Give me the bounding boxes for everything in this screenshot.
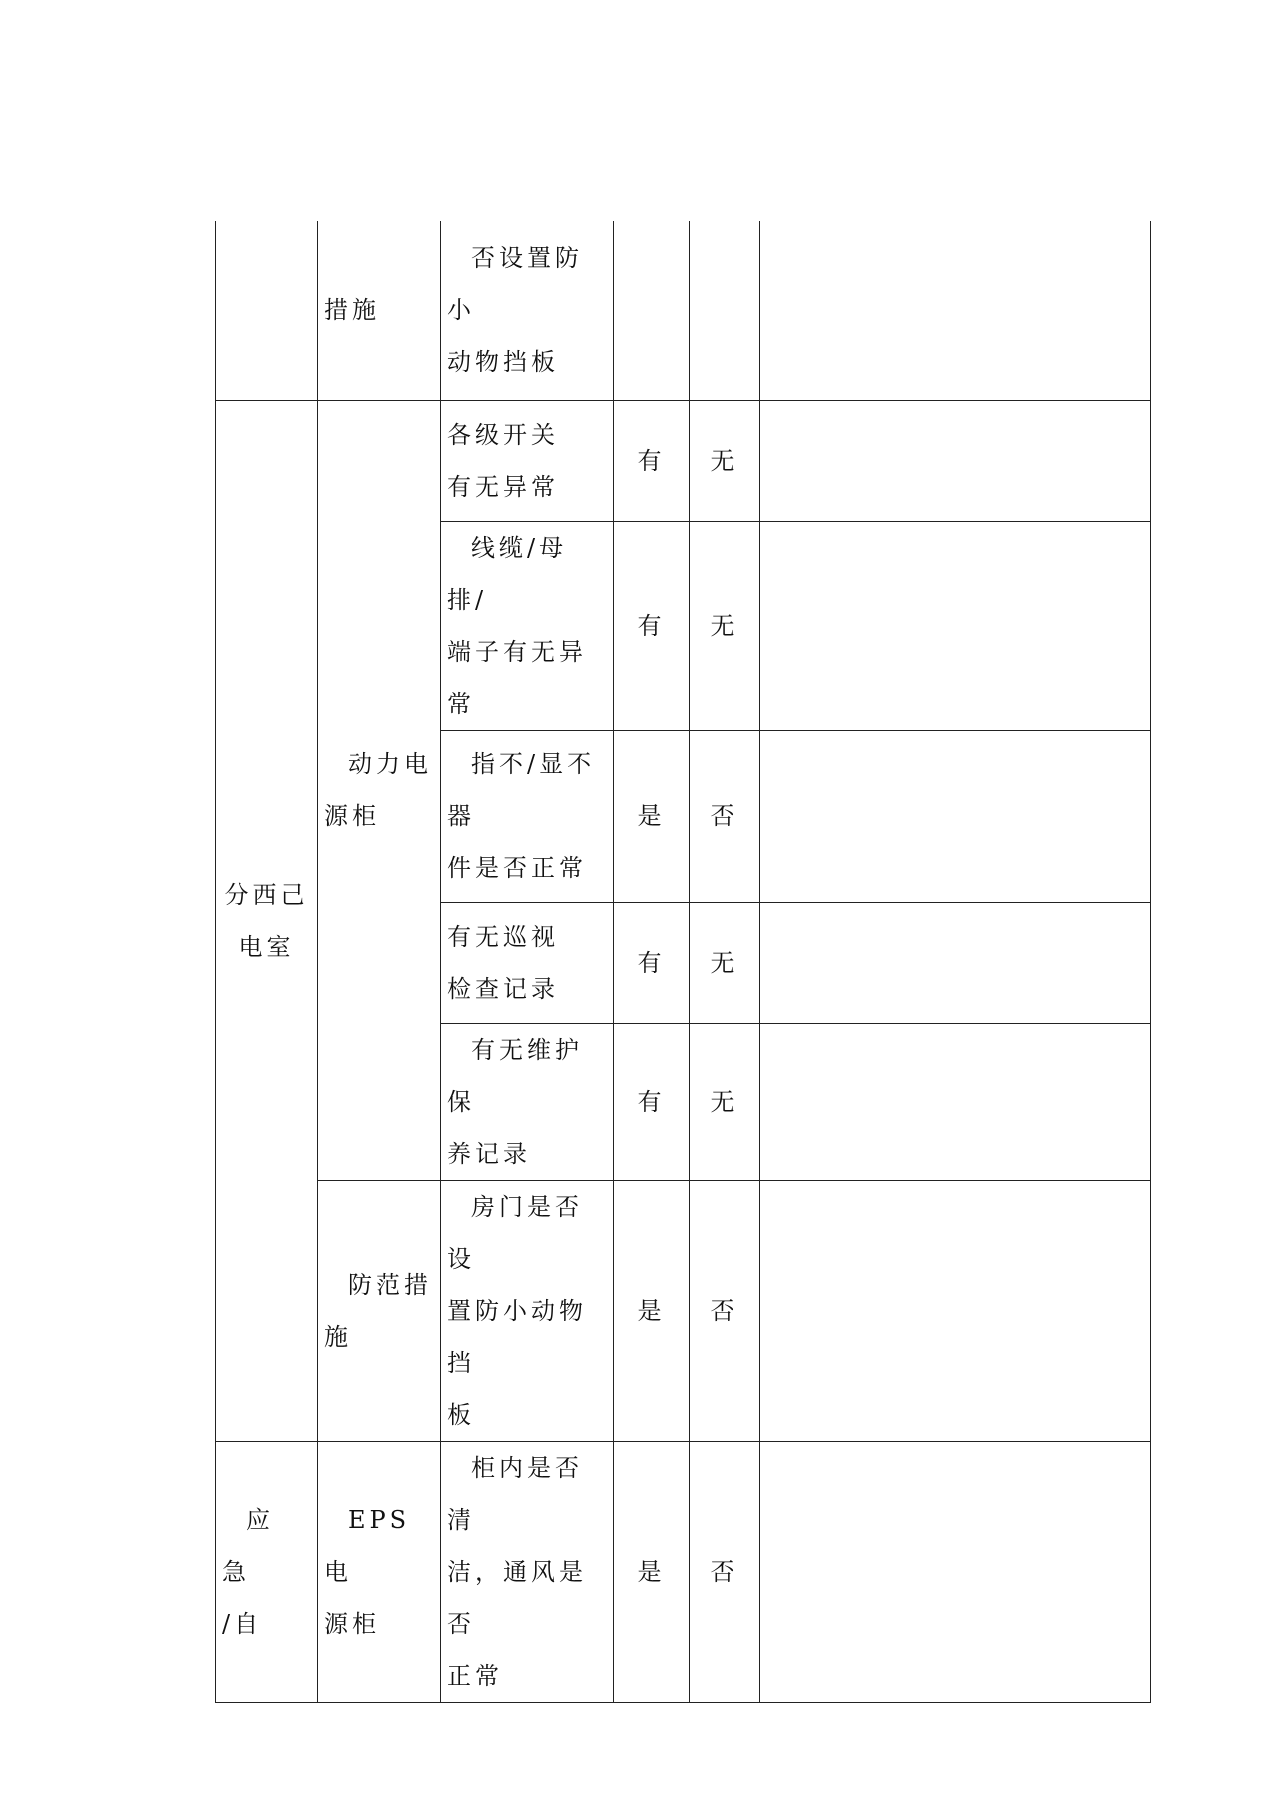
category-label: 措施 (324, 296, 380, 325)
item-cell (441, 902, 614, 1023)
item-text-line: 房门是否设 (447, 1192, 583, 1273)
area-label-line: 电室 (238, 932, 295, 961)
area-cell (216, 400, 318, 1441)
option-b-cell: 否 (690, 1180, 760, 1441)
item-cell (441, 521, 614, 730)
option-b-cell: 否 (690, 1441, 760, 1702)
remarks-cell (760, 1023, 1151, 1180)
option-b-cell: 无 (690, 1023, 760, 1180)
option-a-cell: 是 (614, 730, 690, 902)
item-cell (441, 730, 614, 902)
table-row (216, 400, 1151, 521)
area-cell (216, 1441, 318, 1702)
equipment-cell (318, 1441, 441, 1702)
area-label-line: 应 急 (222, 1505, 302, 1586)
item-text-line: 有无巡视 (447, 922, 559, 951)
remarks-cell (760, 730, 1151, 902)
item-text-line: 板 (447, 1400, 475, 1429)
equipment-label-line: 防范措 (348, 1270, 432, 1299)
item-text-line: 否设置防小 (447, 244, 583, 325)
item-text-line: 洁，通风是否 (447, 1557, 587, 1638)
item-text-line: 端子有无异常 (447, 637, 587, 718)
remarks-cell (760, 521, 1151, 730)
inspection-table (215, 221, 1151, 1703)
remarks-cell (760, 902, 1151, 1023)
option-b-cell: 无 (690, 902, 760, 1023)
equipment-label-line: 源柜 (324, 1609, 380, 1638)
area-label-line: /自 (222, 1609, 263, 1638)
item-cell (441, 1180, 614, 1441)
table-row (216, 1441, 1151, 1702)
item-text-line: 有无维护保 (447, 1035, 583, 1116)
remarks-cell (760, 1180, 1151, 1441)
item-cell (441, 221, 614, 400)
item-cell (441, 1023, 614, 1180)
equipment-label-line: 动力电 (348, 750, 432, 778)
table-row (216, 221, 1151, 400)
item-text-line: 线缆/母排/ (447, 533, 568, 614)
option-a-cell (614, 221, 690, 400)
item-text-line: 有无异常 (447, 472, 559, 501)
area-label-line: 分西己 (224, 880, 309, 909)
item-text-line: 柜内是否清 (447, 1453, 583, 1534)
category-cell (318, 221, 441, 400)
item-text-line: 指不/显不器 (447, 750, 596, 830)
option-a-cell: 有 (614, 902, 690, 1023)
equipment-label-line: 源柜 (324, 802, 380, 830)
remarks-cell (760, 221, 1151, 400)
item-text-line: 养记录 (447, 1139, 531, 1168)
option-a-cell: 是 (614, 1180, 690, 1441)
option-a-cell: 有 (614, 400, 690, 521)
item-text-line: 正常 (447, 1661, 503, 1690)
equipment-cell (318, 1180, 441, 1441)
equipment-label-line: 施 (324, 1322, 352, 1351)
item-text-line: 件是否正常 (447, 854, 587, 882)
item-cell (441, 400, 614, 521)
option-b-cell: 否 (690, 730, 760, 902)
option-a-cell: 有 (614, 1023, 690, 1180)
option-b-cell: 无 (690, 521, 760, 730)
item-cell (441, 1441, 614, 1702)
table-row (216, 1180, 1151, 1441)
option-b-cell: 无 (690, 400, 760, 521)
equipment-cell (318, 400, 441, 1180)
remarks-cell (760, 1441, 1151, 1702)
remarks-cell (760, 400, 1151, 521)
option-a-cell: 有 (614, 521, 690, 730)
option-b-cell (690, 221, 760, 400)
option-a-cell: 是 (614, 1441, 690, 1702)
item-text-line: 动物挡板 (447, 348, 559, 377)
item-text-line: 检查记录 (447, 974, 559, 1003)
area-cell-empty (216, 221, 318, 400)
item-text-line: 置防小动物挡 (447, 1296, 587, 1377)
equipment-label-line: EPS 电 (324, 1505, 411, 1586)
item-text-line: 各级开关 (447, 420, 559, 449)
